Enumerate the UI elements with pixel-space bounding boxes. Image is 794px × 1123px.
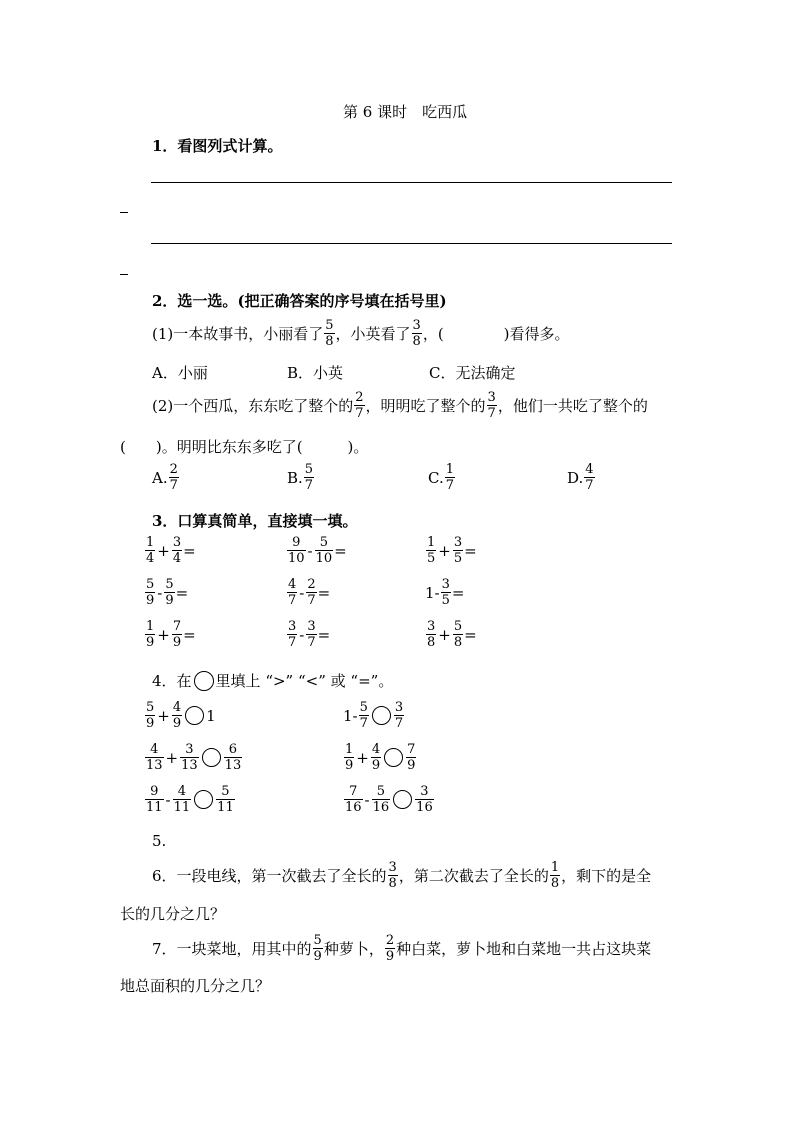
- numerator: 5: [313, 933, 322, 948]
- prefix: 1-: [425, 583, 440, 602]
- numerator: 5: [359, 700, 368, 715]
- numerator: 3: [288, 619, 297, 634]
- fraction: [313, 933, 323, 964]
- numerator: 1: [427, 535, 436, 550]
- numerator: 5: [325, 318, 334, 333]
- equals-sign: =: [183, 541, 196, 560]
- fraction: [172, 619, 182, 650]
- answer-line-1: [151, 182, 672, 183]
- equals-sign: =: [464, 541, 477, 560]
- denominator: 7: [169, 478, 178, 493]
- numerator: 3: [185, 742, 194, 757]
- fraction: [344, 784, 363, 815]
- numerator: 3: [307, 619, 316, 634]
- q6-text-b: ，第二次截去了全长的: [398, 867, 549, 885]
- fraction: [388, 860, 398, 891]
- fraction: [453, 619, 463, 650]
- q4-item: [144, 784, 236, 815]
- denominator: 13: [146, 758, 163, 773]
- denominator: 11: [146, 800, 163, 815]
- fraction: [372, 784, 391, 815]
- fraction: [359, 700, 369, 731]
- fraction: [426, 619, 436, 650]
- q2-part2: [152, 390, 648, 421]
- fraction: [145, 535, 155, 566]
- option-letter: B.: [287, 468, 303, 487]
- fraction: [145, 742, 164, 773]
- denominator: 11: [173, 800, 191, 815]
- q2-label: [152, 290, 447, 311]
- denominator: 8: [325, 334, 334, 349]
- denominator: 7: [445, 478, 454, 493]
- numerator: 1: [445, 462, 454, 477]
- fraction: [445, 462, 455, 493]
- equals-sign: =: [451, 583, 465, 602]
- q3-item: [425, 619, 477, 650]
- denominator: 8: [427, 635, 436, 650]
- numerator: 6: [228, 742, 238, 757]
- fraction: [224, 742, 243, 773]
- denominator: 7: [304, 478, 314, 493]
- q2p1-option-c: C．无法确定: [429, 364, 516, 382]
- denominator: 16: [345, 800, 362, 815]
- denominator: 9: [172, 716, 182, 731]
- operator: +: [157, 541, 170, 560]
- rhs-value: 1: [206, 706, 216, 725]
- fraction: [287, 619, 297, 650]
- numerator: 5: [304, 462, 314, 477]
- operator: +: [438, 625, 451, 644]
- q3-item: [425, 535, 477, 566]
- compare-circle[interactable]: [185, 706, 204, 725]
- fraction: [172, 700, 182, 731]
- circle-blank-icon: [194, 671, 214, 691]
- q2p2-option-b: [287, 462, 315, 493]
- q7-text-a: 7．一块菜地，用其中的: [152, 940, 312, 958]
- numerator: 1: [146, 619, 155, 634]
- compare-circle[interactable]: [194, 790, 213, 809]
- q1-label: 1．看图列式计算。: [152, 137, 283, 155]
- fraction: [145, 577, 155, 608]
- fraction: [169, 462, 179, 493]
- denominator: 9: [345, 758, 354, 773]
- denominator: 9: [313, 949, 322, 964]
- denominator: 9: [407, 758, 416, 773]
- fraction: [164, 577, 174, 608]
- compare-circle[interactable]: [202, 748, 221, 767]
- q7-line2: 地总面积的几分之几？: [120, 977, 271, 995]
- operator: -: [299, 625, 305, 644]
- q6-line1: [152, 860, 651, 891]
- q3-label: 3．口算真简单，直接填一填。: [152, 512, 358, 530]
- fraction: [145, 619, 155, 650]
- fraction: [145, 700, 155, 731]
- equals-sign: =: [175, 583, 189, 602]
- q2p2-text-c: ，他们一共吃了整个的: [497, 397, 648, 415]
- operator: +: [165, 748, 179, 767]
- numerator: 3: [412, 318, 421, 333]
- fraction: [584, 462, 594, 493]
- denominator: 8: [388, 876, 397, 891]
- option-letter: C.: [428, 468, 444, 487]
- numerator: 4: [371, 742, 381, 757]
- numerator: 2: [385, 933, 395, 948]
- q4-item: [343, 784, 435, 815]
- q3-item: [286, 577, 330, 608]
- numerator: 4: [150, 742, 159, 757]
- numerator: 3: [388, 860, 397, 875]
- fraction: [304, 462, 314, 493]
- denominator: 5: [453, 551, 463, 566]
- numerator: 1: [550, 860, 560, 875]
- fraction: [415, 784, 434, 815]
- operator: -: [307, 541, 313, 560]
- denominator: 7: [307, 635, 316, 650]
- q2p1-option-b: B．小英: [287, 364, 344, 382]
- numerator: 1: [146, 535, 155, 550]
- denominator: 4: [172, 551, 182, 566]
- operator: -: [157, 583, 163, 602]
- denominator: 9: [146, 635, 155, 650]
- equals-sign: =: [334, 541, 347, 560]
- q2p2-line2: ( )。明明比东东多吃了( )。: [120, 438, 369, 456]
- q2p1-text-c: ，( )看得多。: [422, 325, 570, 343]
- numerator: 4: [177, 784, 187, 799]
- denominator: 7: [394, 716, 404, 731]
- q3-item: [144, 619, 196, 650]
- denominator: 5: [441, 593, 450, 608]
- fraction: [487, 390, 497, 421]
- denominator: 7: [307, 593, 316, 608]
- operator: +: [157, 625, 170, 644]
- fraction: [324, 318, 334, 349]
- fraction: [394, 700, 404, 731]
- denominator: 8: [412, 334, 421, 349]
- numerator: 1: [345, 742, 354, 757]
- numerator: 7: [407, 742, 416, 757]
- q4-label-a: 4．在: [152, 672, 192, 690]
- operator: +: [157, 706, 170, 725]
- fraction: [145, 784, 164, 815]
- operator: -: [165, 790, 171, 809]
- prefix: 1-: [343, 706, 358, 725]
- q6-text-c: ，剩下的是全: [561, 867, 652, 885]
- q3-item: [425, 577, 464, 608]
- fraction: [354, 390, 364, 421]
- fraction: [441, 577, 451, 608]
- denominator: 9: [146, 593, 155, 608]
- denominator: 10: [315, 551, 333, 566]
- q2p2-option-d: [567, 462, 596, 493]
- denominator: 7: [288, 635, 297, 650]
- option-letter: A.: [152, 468, 168, 487]
- q4-item: [343, 700, 405, 731]
- numerator: 3: [453, 535, 463, 550]
- fraction: [287, 577, 297, 608]
- numerator: 9: [150, 784, 159, 799]
- dash-mark-1: [120, 212, 128, 213]
- q4-label: [152, 670, 393, 691]
- numerator: 2: [307, 577, 316, 592]
- denominator: 9: [146, 716, 155, 731]
- fraction: [385, 933, 395, 964]
- fraction: [371, 742, 381, 773]
- numerator: 5: [319, 535, 329, 550]
- numerator: 5: [453, 619, 463, 634]
- denominator: 10: [288, 551, 305, 566]
- q6-line2: 长的几分之几？: [120, 905, 226, 923]
- numerator: 5: [146, 700, 155, 715]
- denominator: 16: [416, 800, 433, 815]
- denominator: 11: [217, 800, 234, 815]
- q2p2-text-b: ，明明吃了整个的: [365, 397, 486, 415]
- numerator: 3: [394, 700, 404, 715]
- option-letter: D.: [567, 468, 584, 487]
- numerator: 3: [172, 535, 182, 550]
- q7-text-b: 种萝卜，: [323, 940, 384, 958]
- fraction: [173, 784, 192, 815]
- fraction: [412, 318, 422, 349]
- q2p2-option-c: [428, 462, 456, 493]
- operator: -: [364, 790, 370, 809]
- equals-sign: =: [183, 625, 196, 644]
- numerator: 3: [441, 577, 450, 592]
- denominator: 9: [371, 758, 381, 773]
- denominator: 9: [385, 949, 395, 964]
- denominator: 9: [165, 593, 174, 608]
- numerator: 3: [427, 619, 436, 634]
- denominator: 5: [427, 551, 436, 566]
- numerator: 7: [349, 784, 358, 799]
- operator: -: [299, 583, 305, 602]
- denominator: 13: [224, 758, 242, 773]
- numerator: 3: [420, 784, 429, 799]
- denominator: 8: [453, 635, 463, 650]
- fraction: [287, 535, 306, 566]
- denominator: 7: [359, 716, 368, 731]
- fraction: [180, 742, 199, 773]
- compare-circle[interactable]: [372, 706, 391, 725]
- numerator: 4: [172, 700, 182, 715]
- fraction: [172, 535, 182, 566]
- q4-label-b: 里填上 “>” “<” 或 “=”。: [215, 672, 394, 690]
- fraction: [306, 577, 316, 608]
- equals-sign: =: [317, 583, 331, 602]
- compare-circle[interactable]: [393, 790, 412, 809]
- fraction: [453, 535, 463, 566]
- numerator: 5: [221, 784, 230, 799]
- denominator: 16: [372, 800, 390, 815]
- numerator: 4: [585, 462, 594, 477]
- q6-text-a: 6．一段电线，第一次截去了全长的: [152, 867, 387, 885]
- denominator: 7: [288, 593, 297, 608]
- q5-label: 5.: [152, 832, 167, 850]
- equals-sign: =: [464, 625, 477, 644]
- q2p2-option-a: [152, 462, 180, 493]
- numerator: 5: [376, 784, 386, 799]
- q7-text-c: 种白菜，萝卜地和白菜地一共占这块菜: [396, 940, 652, 958]
- compare-circle[interactable]: [384, 748, 403, 767]
- fraction: [344, 742, 354, 773]
- numerator: 5: [146, 577, 155, 592]
- q3-item: [286, 535, 347, 566]
- fraction: [216, 784, 235, 815]
- fraction: [306, 619, 316, 650]
- numerator: 5: [165, 577, 174, 592]
- q4-item: [144, 700, 216, 731]
- page-title: 第 6 课时 吃西瓜: [343, 103, 468, 121]
- numerator: 4: [288, 577, 297, 592]
- q7-line1: [152, 933, 651, 964]
- q3-item: [144, 535, 196, 566]
- fraction: [550, 860, 560, 891]
- operator: +: [356, 748, 369, 767]
- fraction: [406, 742, 416, 773]
- operator: +: [438, 541, 451, 560]
- denominator: 7: [585, 478, 594, 493]
- q3-item: [144, 577, 188, 608]
- q2p2-text-a: (2)一个西瓜，东东吃了整个的: [152, 397, 354, 415]
- denominator: 8: [550, 876, 560, 891]
- denominator: 7: [355, 406, 364, 421]
- q2p1-option-a: A．小丽: [152, 364, 208, 382]
- numerator: 9: [292, 535, 301, 550]
- q4-item: [144, 742, 243, 773]
- equals-sign: =: [317, 625, 331, 644]
- q4-item: [343, 742, 417, 773]
- fraction: [315, 535, 334, 566]
- answer-line-2: [151, 243, 672, 244]
- numerator: 3: [487, 390, 496, 405]
- denominator: 9: [172, 635, 182, 650]
- numerator: 7: [172, 619, 182, 634]
- denominator: 13: [181, 758, 198, 773]
- fraction: [426, 535, 436, 566]
- denominator: 7: [487, 406, 496, 421]
- numerator: 2: [169, 462, 178, 477]
- numerator: 2: [355, 390, 364, 405]
- q2p1-text-b: ，小英看了: [335, 325, 411, 343]
- q3-item: [286, 619, 330, 650]
- q2-label-text: 2．选一选。(把正确答案的序号填在括号里): [152, 292, 447, 310]
- q2-part1: [152, 318, 570, 349]
- denominator: 4: [146, 551, 155, 566]
- q2p1-text-a: (1)一本故事书，小丽看了: [152, 325, 324, 343]
- dash-mark-2: [120, 274, 128, 275]
